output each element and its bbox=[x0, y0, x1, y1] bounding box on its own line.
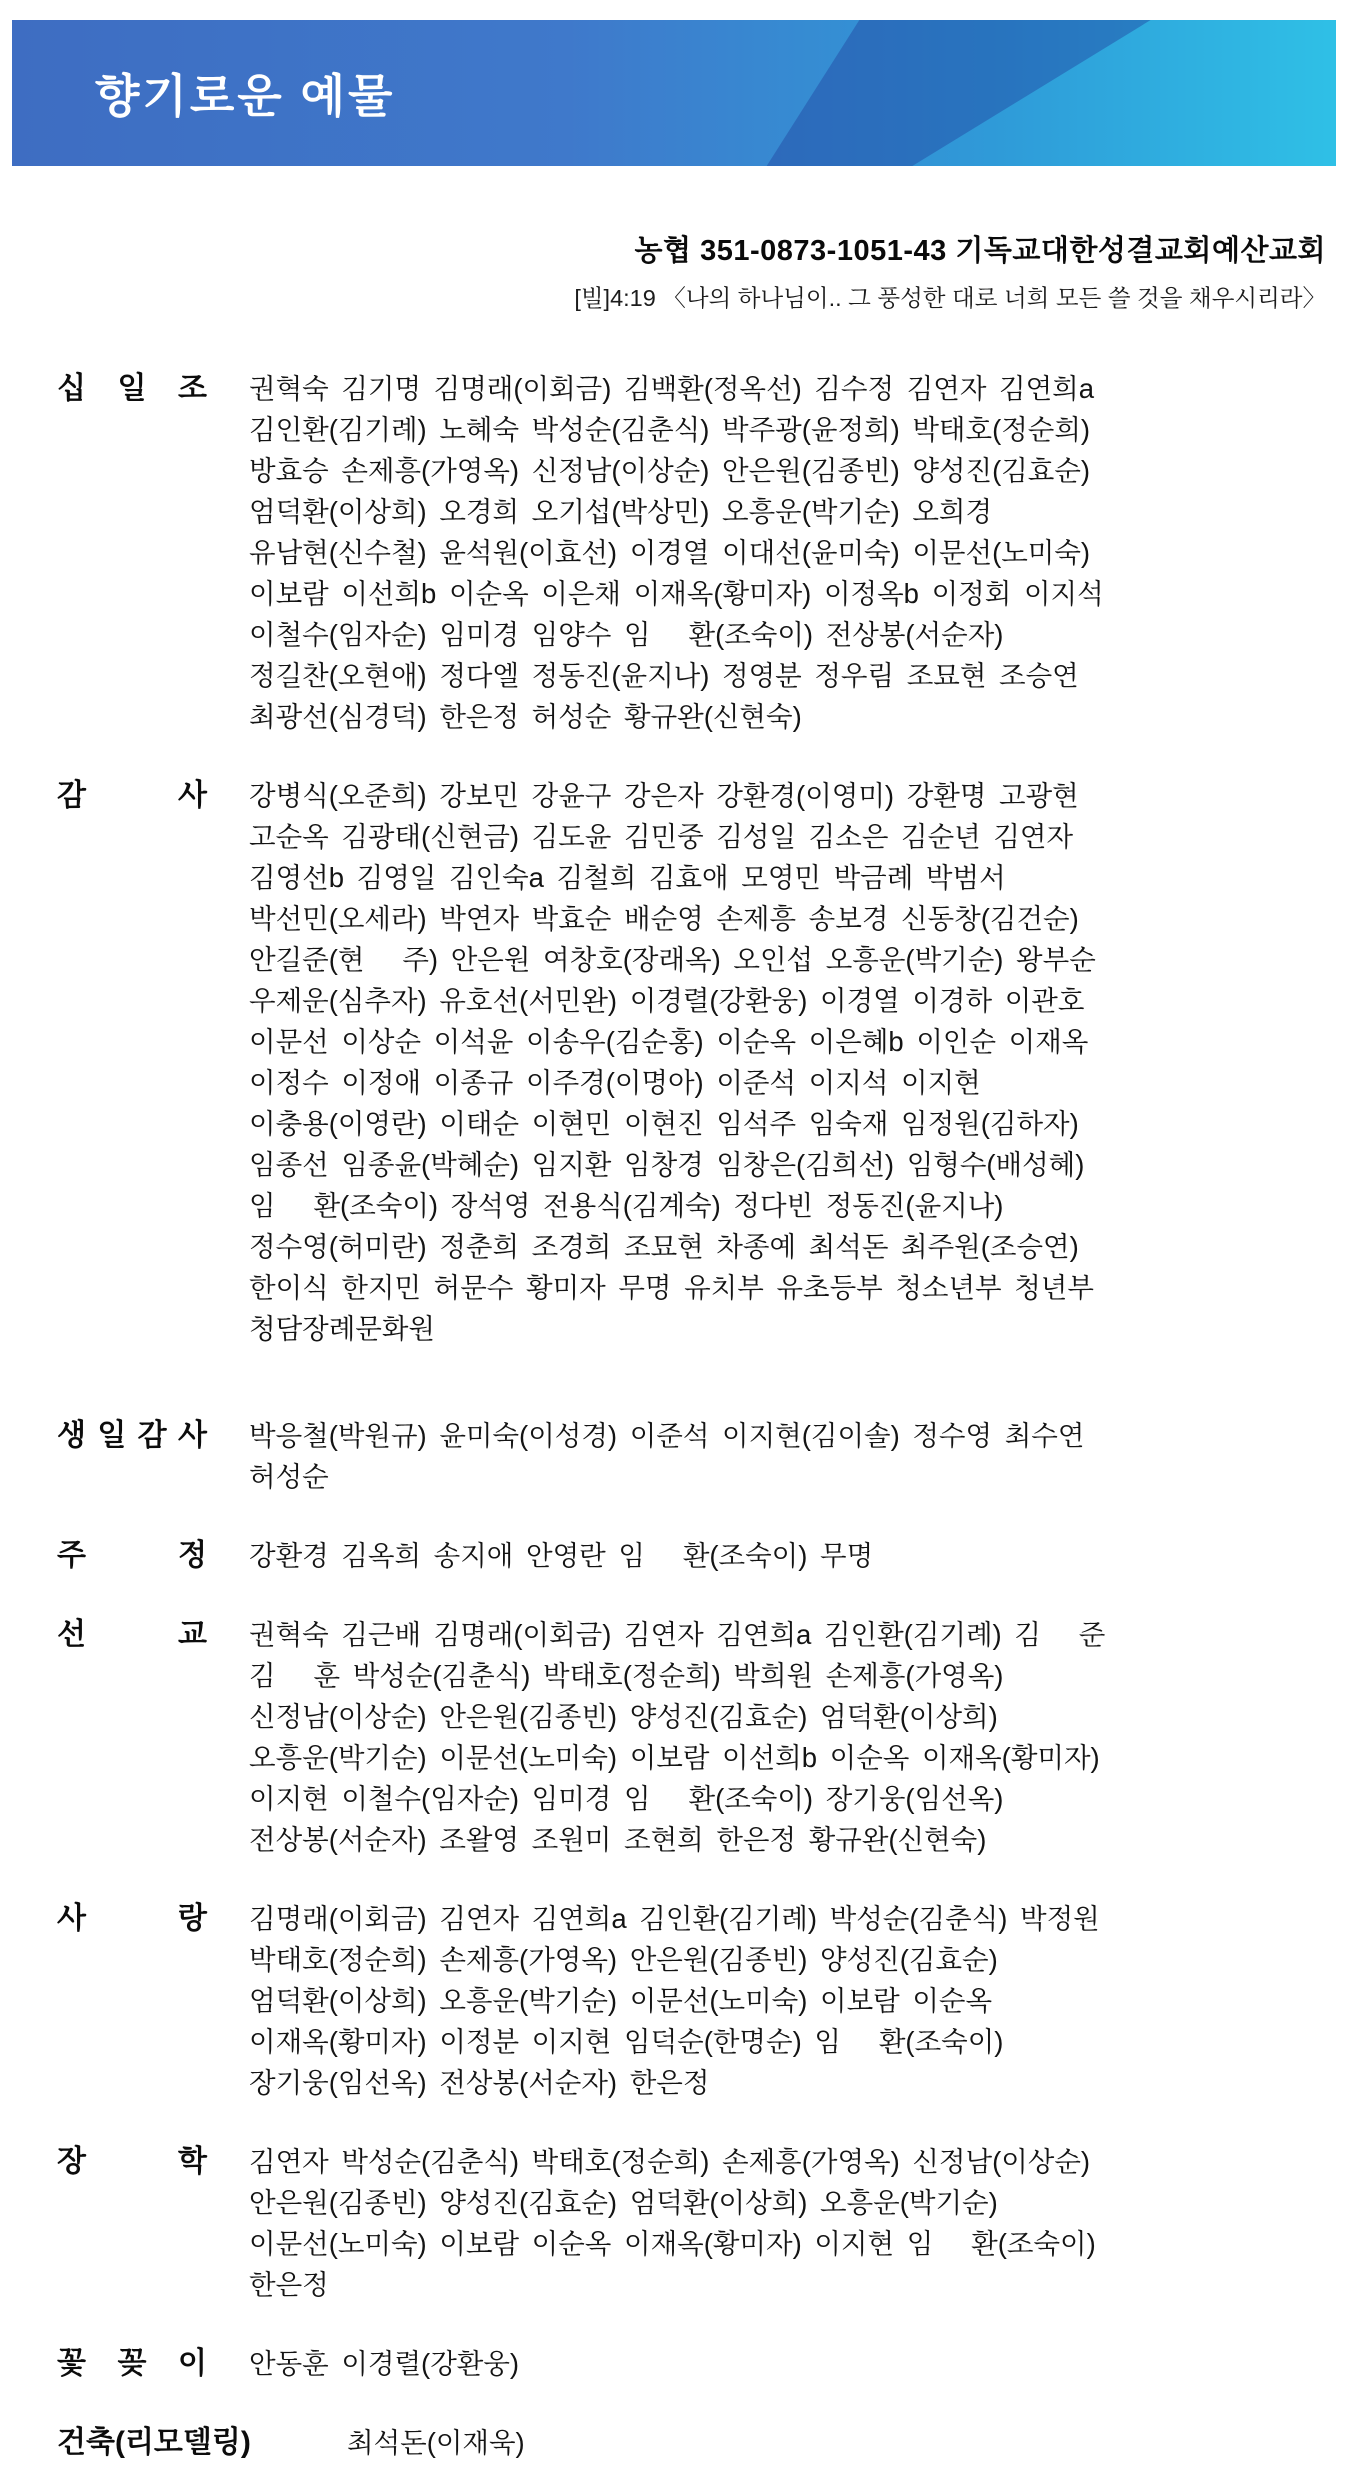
bible-verse-line: [빌]4:19 〈나의 하나님이.. 그 풍성한 대로 너희 모든 쓸 것을 채우시리라〉 bbox=[574, 285, 1326, 311]
section-flower-arrangement bbox=[57, 2343, 1332, 2384]
label-char: 랑 bbox=[178, 1902, 207, 1935]
name-list-line: 우제운(심추자) 유호선(서민완) 이경렬(강환웅) 이경열 이경하 이관호 bbox=[249, 985, 1085, 1016]
name-list-line: 정수영(허미란) 정춘희 조경희 조묘현 차종예 최석돈 최주원(조승연) bbox=[249, 1231, 1079, 1262]
section-label-tithe bbox=[57, 368, 207, 409]
offering-header bbox=[574, 228, 1326, 313]
name-list-scholarship bbox=[249, 2141, 1332, 2305]
label-char: 사 bbox=[177, 1419, 207, 1452]
name-list-line: 한은정 bbox=[249, 2269, 329, 2300]
label-char: 사 bbox=[178, 779, 207, 812]
section-label-mission bbox=[57, 1614, 207, 1655]
label-char: 장 bbox=[57, 2145, 86, 2178]
label-char: 감 bbox=[57, 779, 86, 812]
name-list-line: 정길찬(오현애) 정다엘 정동진(윤지나) 정영분 정우림 조묘현 조승연 bbox=[249, 660, 1079, 691]
label-char: 십 bbox=[57, 372, 86, 405]
label-char: 꽃 bbox=[57, 2347, 86, 2380]
name-list-line: 이문선 이상순 이석윤 이송우(김순홍) 이순옥 이은혜b 이인순 이재옥 bbox=[249, 1026, 1089, 1057]
section-jujeong bbox=[57, 1535, 1332, 1576]
name-list-flower-arrangement bbox=[249, 2343, 1332, 2384]
label-char: 정 bbox=[178, 1539, 207, 1572]
name-list-line: 안동훈 이경렬(강환웅) bbox=[249, 2348, 520, 2379]
name-list-line: 유남현(신수철) 윤석원(이효선) 이경열 이대선(윤미숙) 이문선(노미숙) bbox=[249, 537, 1091, 568]
name-list-line: 박태호(정순희) 손제흥(가영옥) 안은원(김종빈) 양성진(김효순) bbox=[249, 1944, 998, 1975]
name-list-line: 허성순 bbox=[249, 1461, 329, 1492]
name-list-jujeong bbox=[249, 1535, 1332, 1576]
name-list-line: 고순옥 김광태(신현금) 김도윤 김민중 김성일 김소은 김순년 김연자 bbox=[249, 821, 1074, 852]
name-list-love bbox=[249, 1898, 1332, 2103]
name-list-line: 김인환(김기례) 노혜숙 박성순(김춘식) 박주광(윤정희) 박태호(정순희) bbox=[249, 414, 1091, 445]
name-list-line: 최석돈(이재욱) bbox=[347, 2427, 525, 2458]
section-tithe bbox=[57, 368, 1332, 737]
name-list-line: 신정남(이상순) 안은원(김종빈) 양성진(김효순) 엄덕환(이상희) bbox=[249, 1701, 998, 1732]
section-thanksgiving bbox=[57, 775, 1332, 1349]
label-char: 조 bbox=[178, 372, 207, 405]
name-list-line: 이문선(노미숙) 이보람 이순옥 이재옥(황미자) 이지현 임 환(조숙이) bbox=[249, 2228, 1096, 2259]
section-mission bbox=[57, 1614, 1332, 1860]
name-list-line: 방효승 손제흥(가영옥) 신정남(이상순) 안은원(김종빈) 양성진(김효순) bbox=[249, 455, 1091, 486]
name-list-line: 엄덕환(이상희) 오흥운(박기순) 이문선(노미숙) 이보람 이순옥 bbox=[249, 1985, 993, 2016]
section-label-jujeong bbox=[57, 1535, 207, 1576]
name-list-line: 이재옥(황미자) 이정분 이지현 임덕순(한명순) 임 환(조숙이) bbox=[249, 2026, 1004, 2057]
name-list-line: 한이식 한지민 허문수 황미자 무명 유치부 유초등부 청소년부 청년부 bbox=[249, 1272, 1094, 1303]
bank-account-line: 농협 351-0873-1051-43 기독교대한성결교회예산교회 bbox=[634, 235, 1326, 267]
name-list-tithe bbox=[249, 368, 1332, 737]
label-char: 일 bbox=[117, 372, 147, 405]
name-list-line: 김 훈 박성순(김춘식) 박태호(정순희) 박희원 손제흥(가영옥) bbox=[249, 1660, 1004, 1691]
name-list-line: 전상봉(서순자) 조왈영 조원미 조현희 한은정 황규완(신현숙) bbox=[249, 1824, 987, 1855]
name-list-line: 이보람 이선희b 이순옥 이은채 이재옥(황미자) 이정옥b 이정회 이지석 bbox=[249, 578, 1104, 609]
name-list-line: 이정수 이정애 이종규 이주경(이명아) 이준석 이지석 이지현 bbox=[249, 1067, 981, 1098]
name-list-line: 이철수(임자순) 임미경 임양수 임 환(조숙이) 전상봉(서순자) bbox=[249, 619, 1004, 650]
name-list-birthday-thanks bbox=[249, 1415, 1332, 1497]
name-list-line: 엄덕환(이상희) 오경희 오기섭(박상민) 오흥운(박기순) 오희경 bbox=[249, 496, 993, 527]
name-list-line: 최광선(심경덕) 한은정 허성순 황규완(신현숙) bbox=[249, 701, 802, 732]
section-label-thanksgiving bbox=[57, 775, 207, 816]
label-char: 꽂 bbox=[117, 2347, 147, 2380]
label-char: 학 bbox=[178, 2145, 207, 2178]
label-char: 생 bbox=[57, 1419, 86, 1452]
name-list-line: 안길준(현 주) 안은원 여창호(장래옥) 오인섭 오흥운(박기순) 왕부순 bbox=[249, 944, 1096, 975]
name-list-line: 임종선 임종윤(박혜순) 임지환 임창경 임창은(김희선) 임형수(배성혜) bbox=[249, 1149, 1085, 1180]
section-birthday-thanks bbox=[57, 1415, 1332, 1497]
section-label-scholarship bbox=[57, 2141, 207, 2182]
name-list-line: 이충용(이영란) 이태순 이현민 이현진 임석주 임숙재 임정원(김하자) bbox=[249, 1108, 1079, 1139]
name-list-line: 청담장례문화원 bbox=[249, 1313, 435, 1344]
label-char: 사 bbox=[57, 1902, 86, 1935]
name-list-line: 강환경 김옥희 송지애 안영란 임 환(조숙이) 무명 bbox=[249, 1540, 874, 1571]
name-list-line: 이지현 이철수(임자순) 임미경 임 환(조숙이) 장기웅(임선옥) bbox=[249, 1783, 1004, 1814]
label-char: 일 bbox=[97, 1419, 127, 1452]
name-list-line: 임 환(조숙이) 장석영 전용식(김계숙) 정다빈 정동진(윤지나) bbox=[249, 1190, 1004, 1221]
title-banner bbox=[12, 20, 1336, 166]
section-label-flower-arrangement bbox=[57, 2343, 207, 2384]
section-label-love bbox=[57, 1898, 207, 1939]
name-list-line: 권혁숙 김기명 김명래(이회금) 김백환(정옥선) 김수정 김연자 김연희a bbox=[249, 373, 1095, 404]
label-char: 감 bbox=[137, 1419, 167, 1452]
section-label-birthday-thanks bbox=[57, 1415, 207, 1456]
label-char: 주 bbox=[57, 1539, 86, 1572]
name-list-line: 권혁숙 김근배 김명래(이회금) 김연자 김연희a 김인환(김기례) 김 준 bbox=[249, 1619, 1106, 1650]
name-list-line: 오흥운(박기순) 이문선(노미숙) 이보람 이선희b 이순옥 이재옥(황미자) bbox=[249, 1742, 1100, 1773]
name-list-line: 박선민(오세라) 박연자 박효순 배순영 손제흥 송보경 신동창(김건순) bbox=[249, 903, 1079, 934]
name-list-mission bbox=[249, 1614, 1332, 1860]
section-scholarship bbox=[57, 2141, 1332, 2305]
name-list-line: 김연자 박성순(김춘식) 박태호(정순희) 손제흥(가영옥) 신정남(이상순) bbox=[249, 2146, 1091, 2177]
name-list-line: 강병식(오준희) 강보민 강윤구 강은자 강환경(이영미) 강환명 고광현 bbox=[249, 780, 1079, 811]
label-char: 이 bbox=[178, 2347, 207, 2380]
name-list-building-remodeling bbox=[347, 2422, 1332, 2463]
name-list-line: 안은원(김종빈) 양성진(김효순) 엄덕환(이상희) 오흥운(박기순) bbox=[249, 2187, 998, 2218]
name-list-line: 박응철(박원규) 윤미숙(이성경) 이준석 이지현(김이솔) 정수영 최수연 bbox=[249, 1420, 1085, 1451]
name-list-line: 장기웅(임선옥) 전상봉(서순자) 한은정 bbox=[249, 2067, 710, 2098]
section-building-remodeling bbox=[57, 2422, 1332, 2463]
section-love bbox=[57, 1898, 1332, 2103]
label-char: 교 bbox=[178, 1618, 207, 1651]
label-char: 선 bbox=[57, 1618, 86, 1651]
name-list-line: 김명래(이회금) 김연자 김연희a 김인환(김기례) 박성순(김춘식) 박정원 bbox=[249, 1903, 1100, 1934]
name-list-line: 김영선b 김영일 김인숙a 김철희 김효애 모영민 박금례 박범서 bbox=[249, 862, 1006, 893]
section-label-building-remodeling: 건축(리모델링) bbox=[57, 2426, 251, 2459]
name-list-thanksgiving bbox=[249, 775, 1332, 1349]
page-title: 향기로운 예물 bbox=[95, 70, 396, 122]
offering-sections bbox=[57, 368, 1332, 2480]
